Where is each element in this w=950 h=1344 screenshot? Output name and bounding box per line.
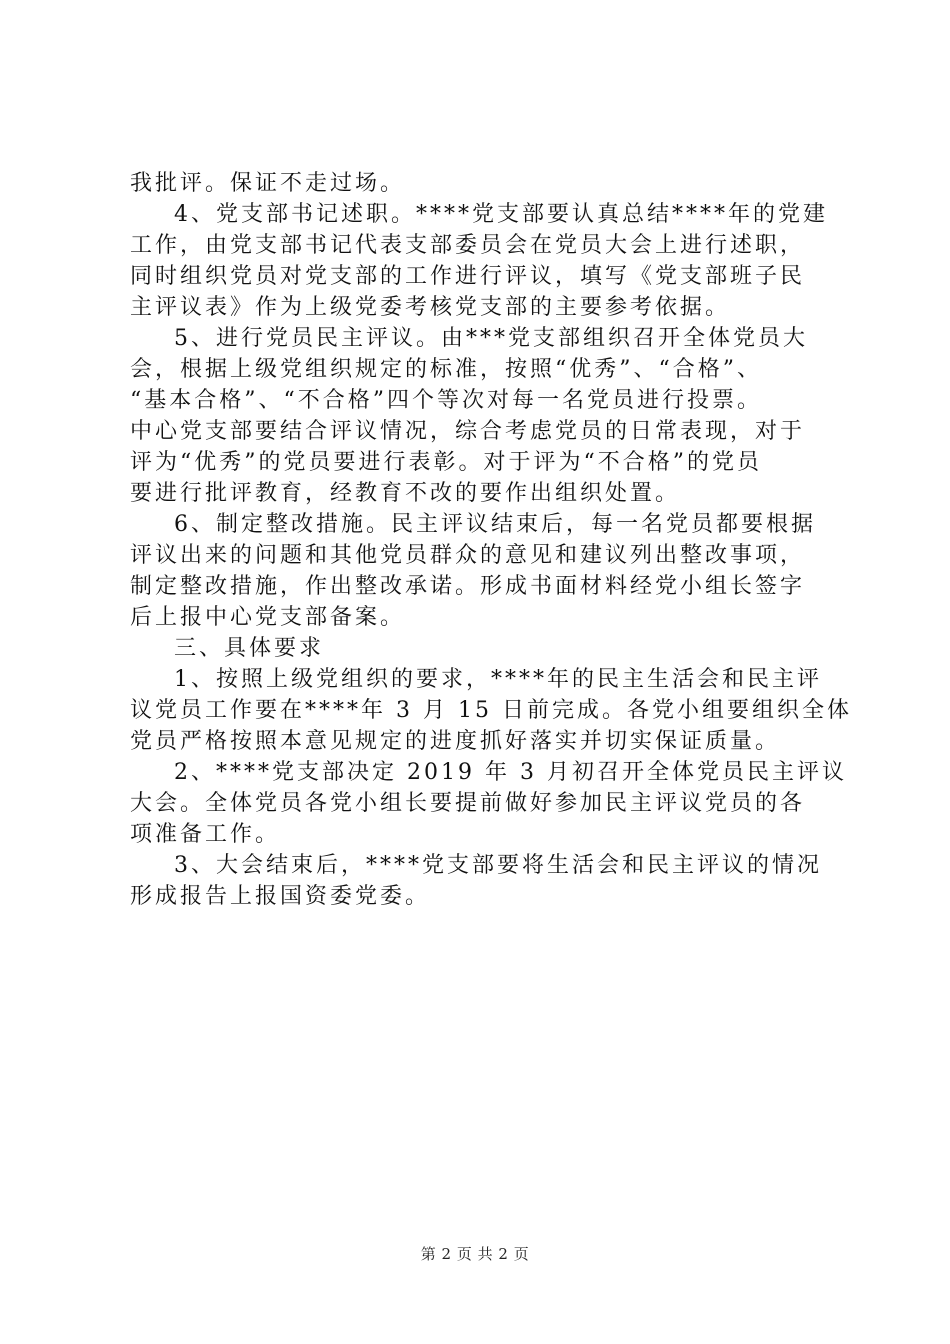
text-line: 同时组织党员对党支部的工作进行评议，填写《党支部班子民 bbox=[130, 264, 806, 289]
text-line: 4、党支部书记述职。****党支部要认真总结****年的党建 bbox=[174, 202, 828, 227]
text-line: 项准备工作。 bbox=[130, 822, 281, 847]
text-line: 议党员工作要在****年 3 月 15 日前完成。各党小组要组织全体 bbox=[130, 698, 852, 723]
text-line: 党员严格按照本意见规定的进度抓好落实并切实保证质量。 bbox=[130, 729, 781, 754]
text-line: 中心党支部要结合评议情况，综合考虑党员的日常表现，对于 bbox=[130, 419, 806, 444]
text-line: 5、进行党员民主评议。由***党支部组织召开全体党员大 bbox=[174, 326, 808, 351]
text-line: 评议出来的问题和其他党员群众的意见和建议列出整改事项， bbox=[130, 543, 806, 568]
text-line: 制定整改措施，作出整改承诺。形成书面材料经党小组长签字 bbox=[130, 574, 806, 599]
text-line: 工作，由党支部书记代表支部委员会在党员大会上进行述职， bbox=[130, 233, 806, 258]
text-line: 评为“优秀”的党员要进行表彰。对于评为“不合格”的党员 bbox=[130, 450, 762, 475]
page-number-label: 第 2 页 共 2 页 bbox=[420, 1245, 530, 1263]
text-line: “基本合格”、“不合格”四个等次对每一名党员进行投票。 bbox=[130, 388, 762, 413]
text-line: 主评议表》作为上级党委考核党支部的主要参考依据。 bbox=[130, 295, 731, 320]
text-line: 要进行批评教育，经教育不改的要作出组织处置。 bbox=[130, 481, 681, 506]
text-line: 后上报中心党支部备案。 bbox=[130, 605, 406, 630]
text-line: 会，根据上级党组织规定的标准，按照“优秀”、“合格”、 bbox=[130, 357, 762, 382]
section-heading: 三、具体要求 bbox=[174, 636, 325, 661]
text-line: 3、大会结束后，****党支部要将生活会和民主评议的情况 bbox=[174, 853, 822, 878]
text-line: 1、按照上级党组织的要求，****年的民主生活会和民主评 bbox=[174, 667, 822, 692]
text-line: 2、****党支部决定 2019 年 3 月初召开全体党员民主评议 bbox=[174, 760, 847, 785]
text-line: 形成报告上报国资委党委。 bbox=[130, 884, 431, 909]
text-line: 我批评。保证不走过场。 bbox=[130, 171, 406, 196]
text-line: 6、制定整改措施。民主评议结束后，每一名党员都要根据 bbox=[174, 512, 816, 537]
page-footer bbox=[0, 1244, 950, 1264]
text-line: 大会。全体党员各党小组长要提前做好参加民主评议党员的各 bbox=[130, 791, 806, 816]
document-body bbox=[130, 168, 852, 912]
